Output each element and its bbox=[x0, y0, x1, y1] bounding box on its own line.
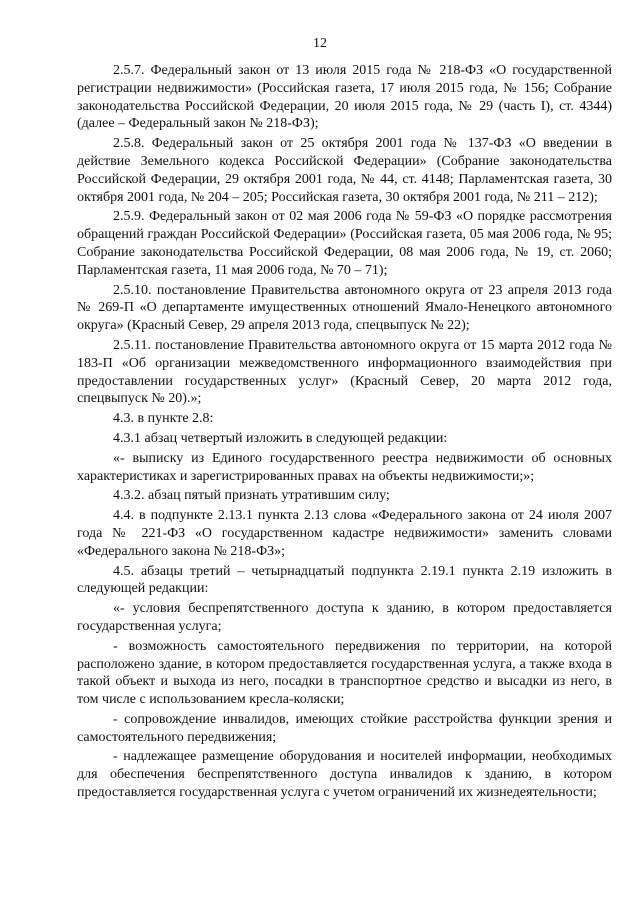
paragraph-4-3: 4.3. в пункте 2.8: bbox=[113, 411, 214, 427]
paragraph-2-5-8: 2.5.8. Федеральный закон от 25 октября 2001 года № 137-ФЗ «О введении в действие Земельного кодекса Российской Федерации» (Собрание законодательства Российской Федерации, 29 октября 2001 года, № 44, ст. 4148; Парламентская газета, 30 октября 2001 года, № 204 – 205; Российская газета, 30 октября 2001 года, № 211 – 212); bbox=[77, 136, 612, 205]
paragraph-2-5-10: 2.5.10. постановление Правительства автономного округа от 23 апреля 2013 года № 269-П «О департаменте имущественных отношений Ямало-Ненецкого автономного округа» (Красный Север, 29 апреля 2013 года, спецвыпуск № 22); bbox=[77, 282, 612, 334]
paragraph-2-5-11: 2.5.11. постановление Правительства автономного округа от 15 марта 2012 года № 183-П «Об организации межведомственного информационного взаимодействия при предоставлении государственных услуг» (Красный Север, 20 марта 2012 года, спецвыпуск № 20).»; bbox=[77, 337, 612, 407]
paragraph-4-5: 4.5. абзацы третий – четырнадцатый подпункта 2.19.1 пункта 2.19 изложить в следующей редакции: bbox=[77, 563, 612, 597]
paragraph-2-5-9: 2.5.9. Федеральный закон от 02 мая 2006 года № 59-ФЗ «О порядке рассмотрения обращений граждан Российской Федерации» (Российская газета, 05 мая 2006 года, № 95; Собрание законодательства Российской Федерации, 08 мая 2006 года, № 19, ст. 2060; Парламентская газета, 11 мая 2006 года, № 70 – 71); bbox=[77, 209, 612, 278]
document-body bbox=[77, 62, 612, 802]
paragraph-movement: - возможность самостоятельного передвижения по территории, на которой расположено здание, в котором предоставляется государственная услуга, а также входа в такой объект и выхода из него, посадки в транспортное средство и высадки из него, в том числе с использованием кресла-коляски; bbox=[77, 638, 612, 708]
page-number: 12 bbox=[313, 36, 327, 51]
paragraph-access-conditions: «- условия беспрепятственного доступа к зданию, в котором предоставляется государственная услуга; bbox=[77, 601, 612, 634]
paragraph-4-3-1: 4.3.1 абзац четвертый изложить в следующей редакции: bbox=[113, 430, 448, 446]
paragraph-escort: - сопровождение инвалидов, имеющих стойкие расстройства функции зрения и самостоятельного передвижения; bbox=[77, 711, 612, 745]
paragraph-2-5-7: 2.5.7. Федеральный закон от 13 июля 2015 года № 218-ФЗ «О государственной регистрации недвижимости» (Российская газета, 17 июля 2015 года, № 156; Собрание законодательства Российской Федерации, 20 июля 2015 года, № 29 (часть I), ст. 4344) (далее – Федеральный закон № 218-ФЗ); bbox=[77, 63, 612, 132]
paragraph-egrn-extract: «- выписку из Единого государственного реестра недвижимости об основных характеристиках и зарегистрированных правах на объекты недвижимости;»; bbox=[77, 450, 612, 484]
paragraph-4-4: 4.4. в подпункте 2.13.1 пункта 2.13 слова «Федерального закона от 24 июля 2007 года № 221-ФЗ «О государственном кадастре недвижимости» заменить словами «Федерального закона № 218-ФЗ»; bbox=[77, 508, 612, 559]
paragraph-equipment: - надлежащее размещение оборудования и носителей информации, необходимых для обеспечения беспрепятственного доступа инвалидов к зданию, в котором предоставляется государственная услуга с учетом ограничений их жизнедеятельности; bbox=[77, 749, 612, 801]
paragraph-4-3-2: 4.3.2. абзац пятый признать утратившим силу; bbox=[113, 488, 390, 504]
